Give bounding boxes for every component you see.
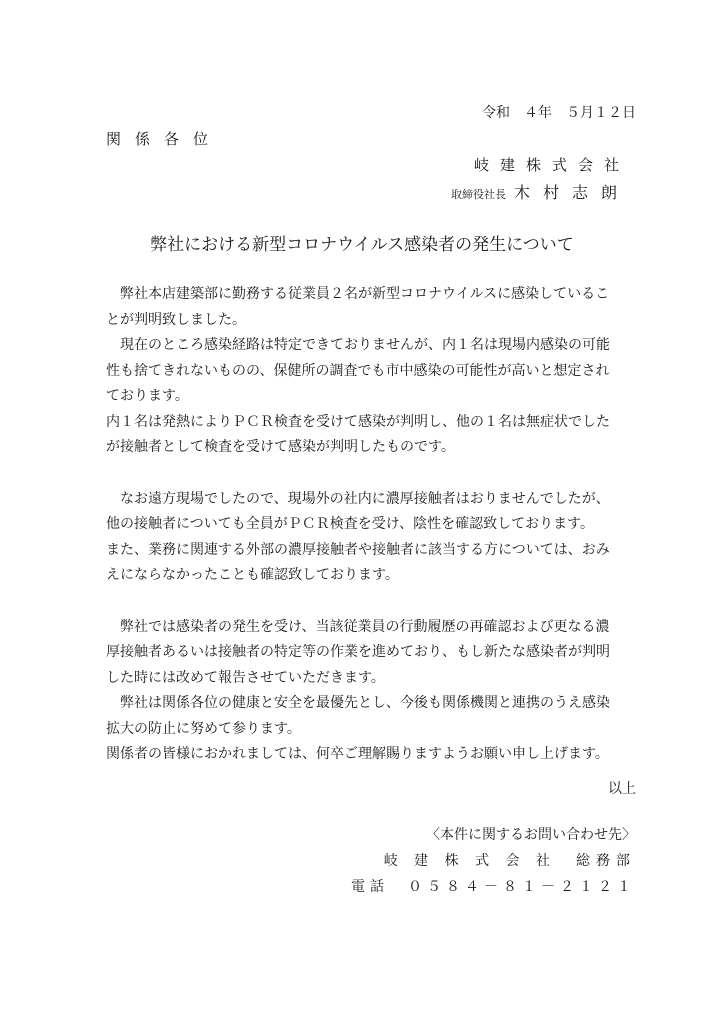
body-line: 弊社では感染者の発生を受け、当該従業員の行動履歴の再確認および更なる濃 <box>106 618 610 635</box>
representative-name: 木村志朗 <box>513 183 630 202</box>
paragraph-gap <box>106 589 638 615</box>
body-line: 現在のところ感染経路は特定できておりませんが、内１名は現場内感染の可能 <box>106 337 610 353</box>
body-line: が接触者として検査を受けて感染が判明したものです。 <box>106 439 455 455</box>
body-line: 性も捨てきれないものの、保健所の調査でも市中感染の可能性が高いと想定され <box>106 362 610 379</box>
letter-date: 令和 ４年 ５月１２日 <box>482 105 636 121</box>
body-line: した時には改めて報告させていただきます。 <box>106 669 385 686</box>
body-line: また、業務に関連する外部の濃厚接触者や接触者に該当する方については、おみ <box>106 541 610 558</box>
paragraph-gap <box>106 461 638 487</box>
body-line: とが判明致しました。 <box>106 311 246 328</box>
contact-heading: 〈本件に関するお問い合わせ先〉 <box>426 827 636 843</box>
representative-title: 取締役社長 <box>450 188 506 201</box>
body-line: 弊社本店建築部に勤務する従業員２名が新型コロナウイルスに感染しているこ <box>106 286 610 302</box>
body-line: 弊社は関係各位の健康と安全を最優先とし、今後も関係機関と連携のうえ感染 <box>106 695 610 711</box>
body-line: 関係者の皆様におかれましては、何卒ご理解賜りますようお願い申し上げます。 <box>106 746 609 762</box>
representative <box>451 180 630 203</box>
closing-mark: 以上 <box>608 781 636 797</box>
body-line: えにならなかったことも確認致しております。 <box>106 567 399 583</box>
company-name: 岐建株式会社 <box>473 156 630 174</box>
contact-department: 岐 建 株 式 会 社 総務部 <box>383 853 636 869</box>
body-line: 拡大の防止に努めて参ります。 <box>106 720 301 737</box>
letter-body <box>106 282 638 768</box>
contact-block <box>351 822 636 900</box>
document-title: 弊社における新型コロナウイルス感染者の発生について <box>150 235 574 255</box>
contact-phone: 電話 ０５８４－８１－２１２１ <box>351 879 636 895</box>
body-line: ております。 <box>106 388 189 404</box>
body-line: 他の接触者についても全員がＰＣＲ検査を受け、陰性を確認致しております。 <box>106 516 595 532</box>
body-line: 厚接触者あるいは接触者の特定等の作業を進めており、もし新たな感染者が判明 <box>106 644 610 660</box>
body-line: なお遠方現場でしたので、現場外の社内に濃厚接触者はおりませんでしたが、 <box>106 490 610 507</box>
addressee: 関係各位 <box>106 130 223 148</box>
body-line: 内１名は発熱によりＰＣＲ検査を受けて感染が判明し、他の１名は無症状でした <box>106 413 610 430</box>
